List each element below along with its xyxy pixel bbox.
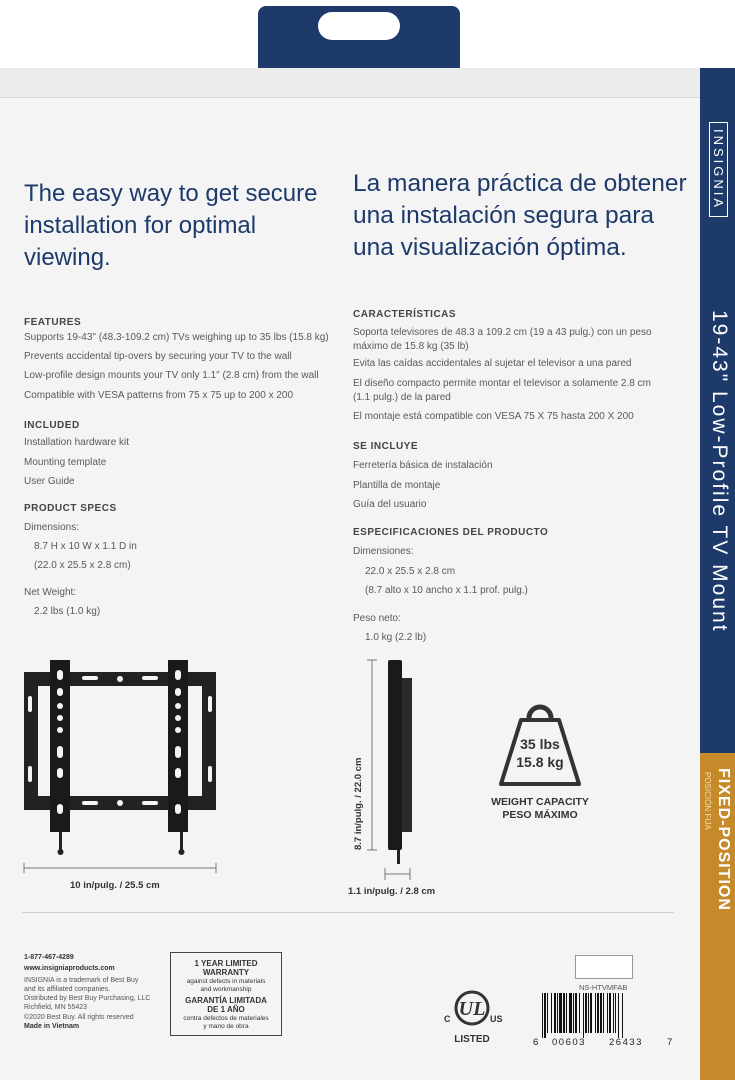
weight-capacity-label-spanish: PESO MÁXIMO [502,809,578,821]
side-brand-logo: INSIGNIA [709,122,728,217]
depth-dimension-label: 1.1 in/pulg. / 2.8 cm [348,886,436,897]
weight-capacity-lbs: 35 lbs [520,736,560,752]
feature-item-spanish: Evita las caídas accidentales al sujetar el televisor a una pared [353,358,632,369]
ul-listed-text: LISTED [454,1034,490,1045]
weight-label-spanish: Peso neto: [353,613,401,624]
included-item-spanish: Ferretería básica de instalación [353,460,493,471]
included-title-spanish: SE INCLUYE [353,441,419,452]
feature-item-spanish: Soporta televisores de 48.3 a 109.2 cm (19 a 43 pulg.) con un peso máximo de 15.8 kg (35 lb) [353,327,652,352]
sku-number: NS-HTVMFAB [579,983,628,992]
warranty-description: against defects in materials and workmanship [186,978,266,993]
included-item-spanish: Guía del usuario [353,499,427,510]
barcode [540,993,666,1038]
support-website: www.insigniaproducts.com [24,965,115,972]
legal-line: ©2020 Best Buy. All rights reserved [24,1014,134,1021]
warranty-title: 1 YEAR LIMITED WARRANTY [194,959,258,977]
included-item: Installation hardware kit [24,437,130,448]
barcode-digits-left: 00603 [552,1037,586,1048]
hang-hole [318,12,400,40]
barcode-digit: 7 [667,1037,673,1048]
width-dimension-label: 10 in/pulg. / 25.5 cm [70,880,160,891]
mount-bracket-front-image [22,656,218,860]
headline-english: The easy way to get secure installation for optimal viewing. [24,180,318,271]
warranty-description-spanish: contra defectos de materiales y mano de obra [183,1015,269,1030]
side-product-name: 19-43" Low-Profile TV Mount [708,310,731,633]
legal-line: Richfield, MN 55423 [24,1004,88,1011]
weight-capacity-kg: 15.8 kg [516,754,564,770]
height-dimension-label: 8.7 in/pulg. / 22.0 cm [353,757,364,850]
ul-listed-logo [438,988,506,1048]
weight-value-spanish: 1.0 kg (2.2 lb) [365,632,427,643]
made-in-label: Made in Vietnam [24,1023,80,1030]
specs-title: PRODUCT SPECS [24,503,117,514]
weight-value: 2.2 lbs (1.0 kg) [34,606,101,617]
feature-item: Supports 19-43" (48.3-109.2 cm) TVs weighing up to 35 lbs (15.8 kg) [24,332,329,343]
feature-item: Compatible with VESA patterns from 75 x 75 up to 200 x 200 [24,390,294,401]
box-top-edge [0,68,700,98]
dimensions-value: (22.0 x 25.5 x 2.8 cm) [34,560,131,571]
weight-capacity-label: WEIGHT CAPACITY [491,796,589,808]
dimensions-value-spanish: (8.7 alto x 10 ancho x 1.1 prof. pulg.) [365,585,528,596]
side-product-type-spanish: POSICIÓN FIJA [703,772,712,830]
ul-letters: UL [458,998,486,1020]
included-title: INCLUDED [24,420,80,431]
warranty-title-spanish: GARANTÍA LIMITADA DE 1 AÑO [185,996,267,1014]
feature-item-spanish: El diseño compacto permite montar el televisor a solamente 2.8 cm (1.1 pulg.) de la pared [353,378,651,403]
headline-spanish: La manera práctica de obtener una instalación segura para una visualización óptima. [353,170,687,261]
ul-country-us: US [490,1014,503,1024]
width-dimension-line [22,862,218,874]
warranty-badge [170,952,282,1036]
dimensions-value-spanish: 22.0 x 25.5 x 2.8 cm [365,566,456,577]
feature-item: Low-profile design mounts your TV only 1.1" (2.8 cm) from the wall [24,370,319,381]
features-title-spanish: CARACTERÍSTICAS [353,309,457,320]
legal-line: INSIGNIA is a trademark of Best Buy [24,977,139,984]
barcode-digit: 6 [533,1037,539,1048]
footer-divider [22,912,674,913]
weight-label: Net Weight: [24,587,77,598]
side-product-type: FIXED-POSITION [715,768,732,911]
dimensions-label: Dimensions: [24,522,80,533]
included-item-spanish: Plantilla de montaje [353,480,441,491]
dimensions-value: 8.7 H x 10 W x 1.1 D in [34,541,137,552]
specs-title-spanish: ESPECIFICACIONES DEL PRODUCTO [353,527,549,538]
barcode-digits-right: 26433 [609,1037,643,1048]
included-item: Mounting template [24,457,107,468]
dimensions-label-spanish: Dimensiones: [353,546,414,557]
support-phone: 1-877-467-4289 [24,954,74,961]
feature-item: Prevents accidental tip-overs by securing your TV to the wall [24,351,292,362]
included-item: User Guide [24,476,75,487]
legal-line: and its affiliated companies. [24,986,111,993]
legal-line: Distributed by Best Buy Purchasing, LLC [24,995,151,1002]
ul-country-c: C [444,1014,451,1024]
features-title: FEATURES [24,317,82,328]
feature-item-spanish: El montaje está compatible con VESA 75 X 75 hasta 200 X 200 [353,411,634,422]
sku-label-box [575,955,633,979]
